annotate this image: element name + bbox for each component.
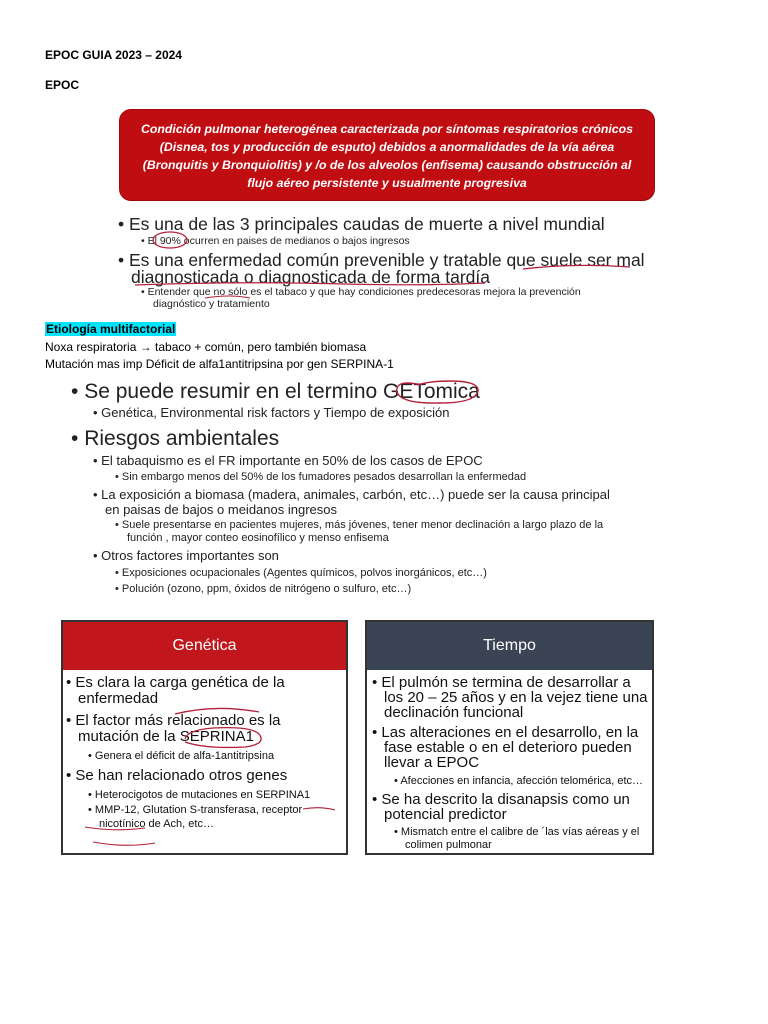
- bullet-getomica: • Se puede resumir en el termino GETomica: [71, 380, 480, 403]
- definition-box: Condición pulmonar heterogénea caracterizada por síntomas respiratorios crónicos (Disnea, tos y producción de esputo) debidos a anormalidades de la vía aérea (Bronquitis y Bronquiolitis) y /o de los alveolos (enfisema) causando obstrucción al flujo aéreo persistente y usualmente progresiva: [119, 109, 655, 201]
- risk-smoking-sub: • Sin embargo menos del 50% de los fumadores pesados desarrollan la enfermedad: [115, 471, 527, 483]
- bullet-environmental-risks: • Riesgos ambientales: [71, 427, 280, 450]
- sub-bullet-understanding-line2: diagnóstico y tratamiento: [153, 298, 270, 310]
- bullet-getomica-text: Se puede resumir en el termino GETomica: [84, 380, 480, 403]
- bullet-mortality: • Es una de las 3 principales caudas de muerte a nivel mundial: [118, 214, 605, 234]
- risk-smoking: • El tabaquismo es el FR importante en 50% de los casos de EPOC: [93, 453, 483, 468]
- risk-biomass-line2: en paisas de bajos o meidanos ingresos: [105, 502, 337, 517]
- bullet-preventable-line2: diagnosticada o diagnosticada de forma tardía: [131, 267, 490, 287]
- tiempo-bullet-3-line1: Se ha descrito la disanapsis como un: [381, 791, 630, 808]
- card-tiempo-header: Tiempo: [367, 622, 652, 670]
- risk-other-pollution-text: Polución (ozono, ppm, óxidos de nitrógeno o sulfuro, etc…): [121, 583, 412, 595]
- genetica-bullet-2-sub: • Genera el déficit de alfa-1antitripsina: [88, 750, 275, 762]
- slide-definition: [45, 103, 685, 315]
- risk-other-text: Otros factores importantes son: [101, 548, 279, 563]
- sub-bullet-getomica-text: Genética, Environmental risk factors y Tiempo de exposición: [101, 405, 450, 420]
- risk-biomass: • La exposición a biomasa (madera, animales, carbón, etc…) puede ser la causa principal: [93, 487, 610, 502]
- genetica-bullet-3-sub-1-text: Heterocigotos de mutaciones en SERPINA1: [94, 789, 311, 801]
- risk-biomass-sub: • Suele presentarse en pacientes mujeres, más jóvenes, tener menor declinación a largo plazo de la: [115, 519, 604, 531]
- genetica-bullet-3: • Se han relacionado otros genes: [66, 767, 288, 784]
- tiempo-bullet-3-line2: potencial predictor: [384, 806, 507, 823]
- bullet-preventable-line1: Es una enfermedad común prevenible y tratable que suele ser mal: [129, 250, 645, 270]
- tiempo-bullet-1-line3: declinación funcional: [384, 704, 524, 721]
- bullet-mortality-text: Es una de las 3 principales caudas de muerte a nivel mundial: [129, 214, 605, 234]
- tiempo-bullet-2: • Las alteraciones en el desarrollo, en la: [372, 724, 639, 741]
- tiempo-bullet-3: • Se ha descrito la disanapsis como un: [372, 791, 630, 808]
- card-genetica-header: Genética: [63, 622, 346, 670]
- genetica-bullet-2-line1: El factor más relacionado es la: [75, 712, 281, 729]
- document-title: EPOC GUIA 2023 – 2024: [45, 48, 182, 62]
- tiempo-bullet-2-line3: llevar a EPOC: [384, 754, 480, 771]
- genetica-bullet-2: • El factor más relacionado es la: [66, 712, 281, 729]
- risk-other-occupational: • Exposiciones ocupacionales (Agentes químicos, polvos inorgánicos, etc…): [115, 567, 487, 579]
- risk-other: • Otros factores importantes son: [93, 548, 279, 563]
- risk-biomass-sub-line1: Suele presentarse en pacientes mujeres, más jóvenes, tener menor declinación a largo plazo de la: [121, 519, 604, 531]
- genetica-bullet-3-text: Se han relacionado otros genes: [75, 767, 288, 784]
- genetica-bullet-3-sub-2-line1: MMP-12, Glutation S-transferasa, receptor: [94, 804, 303, 816]
- bullet-environmental-risks-text: Riesgos ambientales: [84, 427, 280, 450]
- body-line-mutation: Mutación mas imp Déficit de alfa1antitripsina por gen SERPINA-1: [45, 357, 394, 371]
- tiempo-bullet-2-line2: fase estable o en el deterioro pueden: [384, 739, 632, 756]
- genetica-bullet-2-sub-text: Genera el déficit de alfa-1antitripsina: [94, 750, 275, 762]
- sub-bullet-income-text: El 90% ocurren en paises de medianos o bajos ingresos: [147, 235, 410, 247]
- risk-other-occupational-text: Exposiciones ocupacionales (Agentes químicos, polvos inorgánicos, etc…): [121, 567, 487, 579]
- genetica-bullet-1: • Es clara la carga genética de la: [66, 674, 285, 691]
- slide-genetics-time: [45, 612, 660, 859]
- sub-bullet-income: • El 90% ocurren en paises de medianos o bajos ingresos: [141, 235, 410, 247]
- tiempo-bullet-2-sub-text: Afecciones en infancia, afección telomérica, etc…: [400, 775, 644, 787]
- tiempo-bullet-3-sub-line2: colimen pulmonar: [405, 839, 492, 851]
- tiempo-bullet-1-line1: El pulmón se termina de desarrollar a: [381, 674, 631, 691]
- sub-bullet-understanding-line1: Entender que no sólo es el tabaco y que hay condiciones predecesoras mejora la prevención: [147, 286, 581, 298]
- tiempo-bullet-2-sub: • Afecciones en infancia, afección telomérica, etc…: [394, 775, 644, 787]
- section-heading-etiology: Etiología multifactorial: [46, 322, 176, 336]
- tiempo-bullet-3-sub: • Mismatch entre el calibre de ´las vías aéreas y el: [394, 826, 640, 838]
- tiempo-bullet-1: • El pulmón se termina de desarrollar a: [372, 674, 631, 691]
- genetica-bullet-2-line2: mutación de la SEPRINA1: [78, 728, 254, 745]
- genetica-bullet-1-line1: Es clara la carga genética de la: [75, 674, 285, 691]
- card-tiempo: [365, 620, 654, 855]
- tiempo-bullet-3-sub-line1: Mismatch entre el calibre de ´las vías aéreas y el: [400, 826, 640, 838]
- genetica-bullet-1-line2: enfermedad: [78, 690, 159, 707]
- tiempo-bullet-2-line1: Las alteraciones en el desarrollo, en la: [381, 724, 639, 741]
- body-line-noxa: Noxa respiratoria → tabaco + común, pero también biomasa: [45, 340, 367, 354]
- sub-bullet-getomica: • Genética, Environmental risk factors y Tiempo de exposición: [93, 405, 450, 420]
- risk-smoking-sub-text: Sin embargo menos del 50% de los fumadores pesados desarrollan la enfermedad: [121, 471, 527, 483]
- genetica-bullet-3-sub-1: • Heterocigotos de mutaciones en SERPINA1: [88, 789, 311, 801]
- risk-biomass-sub-line2: función , mayor conteo eosinofílico y menso enfisema: [127, 532, 389, 544]
- document-subtitle: EPOC: [45, 78, 80, 92]
- card-genetica: [61, 620, 348, 855]
- genetica-bullet-3-sub-2-line2: nicotínico de Ach, etc…: [99, 818, 214, 830]
- genetica-bullet-3-sub-2: • MMP-12, Glutation S-transferasa, receptor: [88, 804, 303, 816]
- risk-smoking-text: El tabaquismo es el FR importante en 50% de los casos de EPOC: [101, 453, 483, 468]
- sub-bullet-understanding: • Entender que no sólo es el tabaco y que hay condiciones predecesoras mejora la prevención: [141, 286, 581, 298]
- tiempo-bullet-1-line2: los 20 – 25 años y en la vejez tiene una: [384, 689, 648, 706]
- slide-getomica: [45, 376, 670, 603]
- risk-other-pollution: • Polución (ozono, ppm, óxidos de nitrógeno o sulfuro, etc…): [115, 583, 412, 595]
- risk-biomass-line1: La exposición a biomasa (madera, animales, carbón, etc…) puede ser la causa principal: [101, 487, 610, 502]
- bullet-preventable: • Es una enfermedad común prevenible y tratable que suele ser mal: [118, 250, 645, 270]
